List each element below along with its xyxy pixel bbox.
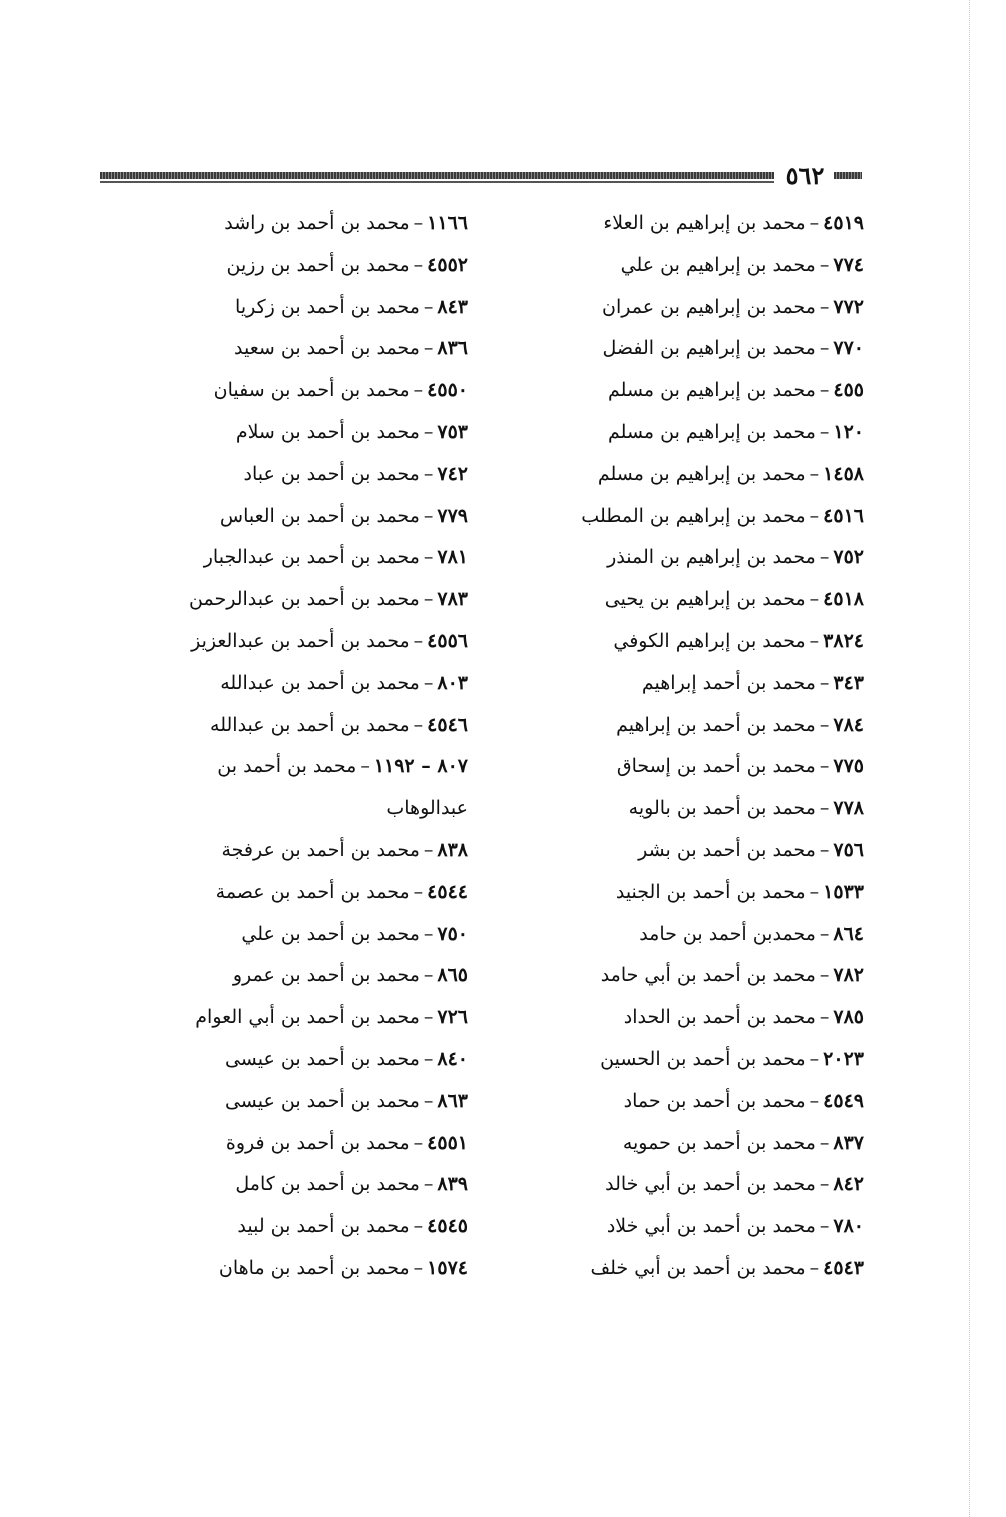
index-entry (544, 579, 864, 621)
index-entry (28, 287, 468, 329)
entry-dash: – (423, 964, 434, 987)
entry-dash: – (819, 713, 830, 736)
index-entry (28, 1248, 468, 1290)
entry-number: ٨٤٢ (833, 1173, 864, 1196)
entry-number: ٨٦٣ (437, 1089, 468, 1112)
index-entry (544, 1206, 864, 1248)
index-entry (28, 955, 468, 997)
entry-dash: – (819, 253, 830, 276)
entry-number: ١٥٧٤ (427, 1256, 468, 1279)
index-entry (28, 245, 468, 287)
index-entry (28, 705, 468, 747)
entry-dash: – (819, 379, 830, 402)
entry-name: محمد بن أحمد بن بشر (638, 838, 816, 861)
page-header (100, 163, 862, 191)
index-entry (28, 537, 468, 579)
entry-name: محمد بن أحمد بن ماهان (218, 1256, 410, 1279)
index-entry (544, 788, 864, 830)
entry-dash: – (423, 1089, 434, 1112)
index-entry (544, 328, 864, 370)
header-rule-thin (100, 181, 774, 183)
entry-number: ٨٠٣ (437, 671, 468, 694)
index-entry (544, 746, 864, 788)
entry-dash: – (809, 1256, 820, 1279)
entry-dash: – (819, 295, 830, 318)
entry-name: محمد بن إبراهيم بن مسلم (597, 462, 806, 485)
entry-name: محمد بن إبراهيم الكوفي (613, 629, 806, 652)
entry-number: ٤٥٥ (833, 379, 864, 402)
entry-number: ٤٥١٨ (823, 588, 864, 611)
index-entry (544, 621, 864, 663)
index-entry (544, 914, 864, 956)
entry-dash: – (413, 629, 424, 652)
entry-dash: – (809, 462, 820, 485)
index-entry (544, 287, 864, 329)
entry-name: محمد بن إبراهيم بن المطلب (581, 504, 806, 527)
entry-number: ٧٨٠ (833, 1215, 864, 1238)
entry-number: ٨٣٩ (437, 1173, 468, 1196)
entry-number: ٤٥٥٠ (427, 379, 468, 402)
entry-name: محمد بن أحمد بن (217, 755, 357, 778)
entry-dash: – (423, 462, 434, 485)
index-entry (544, 454, 864, 496)
entry-number: ٨٠٧ – ١١٩٢ (373, 755, 468, 778)
index-entry (28, 746, 468, 788)
entry-name: محمد بن إبراهيم بن مسلم (608, 420, 816, 443)
entry-number: ٨٤٠ (437, 1047, 468, 1070)
entry-number: ٣٨٢٤ (823, 629, 864, 652)
entry-dash: – (809, 1089, 820, 1112)
entry-number: ٤٥٤٦ (427, 713, 468, 736)
entry-number: ٣٤٣ (833, 671, 864, 694)
entry-number: ٧٧٤ (833, 253, 864, 276)
entry-name: محمد بن أحمد بن عبدالله (220, 671, 420, 694)
index-entry (544, 872, 864, 914)
header-rule (100, 172, 774, 179)
entry-dash: – (413, 1131, 424, 1154)
entry-number: ٧٨١ (437, 546, 468, 569)
entry-dash: – (423, 295, 434, 318)
page-edge-line (969, 0, 970, 1517)
entry-number: ١٢٠ (833, 420, 864, 443)
entry-dash: – (423, 922, 434, 945)
entry-number: ٢٠٢٣ (823, 1047, 864, 1070)
entry-name: محمد بن أحمد بن رزين (226, 253, 410, 276)
entry-dash: – (809, 1047, 820, 1070)
entry-name: محمد بن إبراهيم بن عمران (602, 295, 816, 318)
entry-name: محمد بن أحمد بن عبدالله (210, 713, 410, 736)
entry-number: ٤٥٥٦ (427, 629, 468, 652)
index-entry (28, 370, 468, 412)
entry-number: ٧٨٣ (437, 588, 468, 611)
entry-dash: – (809, 504, 820, 527)
entry-number: ٧٥٣ (437, 420, 468, 443)
entry-dash: – (819, 797, 830, 820)
entry-number: ٧٥٦ (833, 838, 864, 861)
entry-name: محمد بن أحمد بن أبي حامد (600, 964, 816, 987)
entry-name: محمد بن أحمد بن أبي العوام (195, 1006, 420, 1029)
index-entry (544, 1039, 864, 1081)
entry-number: ١١٦٦ (427, 212, 468, 234)
entry-name: محمد بن إبراهيم بن العلاء (603, 212, 806, 234)
index-entry (544, 496, 864, 538)
index-entry (28, 496, 468, 538)
entry-dash: – (423, 546, 434, 569)
entry-name: محمد بن إبراهيم بن يحيى (604, 588, 806, 611)
index-entry (544, 663, 864, 705)
entry-name: محمد بن أحمد بن إبراهيم (616, 713, 816, 736)
index-entry (28, 328, 468, 370)
index-entry (544, 1164, 864, 1206)
entry-name: محمد بن أحمد بن أبي خالد (605, 1173, 816, 1196)
index-entry (544, 1081, 864, 1123)
entry-dash: – (819, 1131, 830, 1154)
entry-name: محمد بن أحمد بن عبدالرحمن (189, 588, 420, 611)
entry-dash: – (819, 546, 830, 569)
entry-dash: – (413, 1256, 424, 1279)
index-entry (28, 872, 468, 914)
entry-dash: – (819, 922, 830, 945)
index-entry (544, 1248, 864, 1290)
entry-name: محمد بن إبراهيم بن علي (620, 253, 816, 276)
index-entry (28, 454, 468, 496)
entry-name: محمد بن أحمد بن عبدالعزيز (191, 629, 410, 652)
index-entry (544, 245, 864, 287)
entry-dash: – (423, 337, 434, 360)
index-column-left (28, 203, 468, 1290)
entry-dash: – (809, 212, 820, 234)
entry-name: محمد بن أحمد بن إسحاق (616, 755, 816, 778)
index-entry (544, 537, 864, 579)
index-entry (544, 203, 864, 245)
entry-dash: – (819, 755, 830, 778)
entry-number: ٧٤٢ (437, 462, 468, 485)
entry-number: ٨٦٥ (437, 964, 468, 987)
entry-dash: – (819, 671, 830, 694)
entry-dash: – (809, 629, 820, 652)
entry-number: ٧٧٢ (833, 295, 864, 318)
entry-name: محمد بن أحمد بن سعيد (234, 337, 420, 360)
index-entry (544, 412, 864, 454)
entry-name: محمد بن أحمد بن أبي خلاد (606, 1215, 816, 1238)
index-entry (28, 621, 468, 663)
entry-name: محمد بن أحمد بن فروة (225, 1131, 410, 1154)
index-column-right (544, 203, 864, 1290)
entry-number: ٧٢٦ (437, 1006, 468, 1029)
header-rule-right (834, 172, 862, 179)
entry-number: ٧٨٥ (833, 1006, 864, 1029)
entry-number: ٨٦٤ (833, 922, 864, 945)
entry-number: ٨٣٧ (833, 1131, 864, 1154)
entry-dash: – (819, 420, 830, 443)
entry-number: ٤٥٥٢ (427, 253, 468, 276)
entry-name: محمد بن أحمد بن حماد (623, 1089, 806, 1112)
entry-dash: – (423, 1173, 434, 1196)
entry-dash: – (809, 880, 820, 903)
entry-dash: – (819, 1006, 830, 1029)
entry-dash: – (819, 1215, 830, 1238)
index-entry (28, 1039, 468, 1081)
index-entry (28, 830, 468, 872)
entry-name: محمد بن أحمد بن عرفجة (221, 838, 420, 861)
entry-name: محمد بن أحمد بن سفيان (213, 379, 410, 402)
index-entry (28, 579, 468, 621)
index-entry (544, 370, 864, 412)
entry-number: ٧٥٢ (833, 546, 864, 569)
entry-name: محمد بن أحمد بن لبيد (237, 1215, 410, 1238)
entry-dash: – (423, 671, 434, 694)
entry-number: ٤٥٤٥ (427, 1215, 468, 1238)
entry-dash: – (413, 379, 424, 402)
entry-name: محمد بن أحمد بن بالويه (628, 797, 816, 820)
entry-number: ٧٧٥ (833, 755, 864, 778)
entry-dash: – (413, 1215, 424, 1238)
page-number: ٥٦٢ (785, 161, 825, 190)
entry-number: ٧٧٠ (833, 337, 864, 360)
entry-number: ٧٧٩ (437, 504, 468, 527)
entry-dash: – (413, 713, 424, 736)
index-entry (28, 914, 468, 956)
entry-number: ٤٥١٩ (823, 212, 864, 234)
entry-number: ٨٣٨ (437, 838, 468, 861)
entry-number: ٤٥١٦ (823, 504, 864, 527)
index-entry (544, 997, 864, 1039)
entry-dash: – (423, 420, 434, 443)
entry-dash: – (819, 337, 830, 360)
index-entry (28, 203, 468, 245)
entry-name: محمد بن أحمد بن زكريا (235, 295, 420, 318)
entry-name: محمد بن أحمد بن عصمة (215, 880, 410, 903)
entry-dash: – (423, 1047, 434, 1070)
index-entry (28, 1206, 468, 1248)
index-entry (28, 997, 468, 1039)
entry-name: محمد بن إبراهيم بن مسلم (608, 379, 816, 402)
index-entry (28, 412, 468, 454)
entry-dash: – (413, 253, 424, 276)
entry-name: محمد بن أحمد بن علي (241, 922, 420, 945)
index-entry (544, 830, 864, 872)
index-entry (544, 705, 864, 747)
index-entry (28, 1123, 468, 1165)
index-entry (28, 1164, 468, 1206)
entry-name: محمد بن أحمد بن كامل (235, 1173, 420, 1196)
entry-name: محمد بن أحمد بن الحسين (600, 1047, 806, 1070)
entry-name: محمد بن أحمد بن سلام (235, 420, 420, 443)
entry-number: ٧٥٠ (437, 922, 468, 945)
entry-number: ٨٣٦ (437, 337, 468, 360)
entry-name: محمد بن أحمد بن عيسى (224, 1047, 420, 1070)
entry-dash: – (413, 880, 424, 903)
entry-name: محمد بن أحمد بن حمويه (622, 1131, 816, 1154)
index-entry (544, 955, 864, 997)
entry-dash: – (809, 588, 820, 611)
entry-number: ٧٧٨ (833, 797, 864, 820)
entry-number: ٧٨٤ (833, 713, 864, 736)
entry-name: محمد بن أحمد بن أبي خلف (590, 1256, 806, 1279)
entry-name: محمد بن أحمد بن عبدالجبار (203, 546, 420, 569)
entry-dash: – (360, 755, 370, 778)
index-entry (28, 1081, 468, 1123)
entry-name: محمد بن أحمد بن العباس (219, 504, 420, 527)
entry-dash: – (423, 838, 434, 861)
entry-dash: – (819, 1173, 830, 1196)
entry-name: محمد بن أحمد بن عيسى (224, 1089, 420, 1112)
entry-number: ٨٤٣ (437, 295, 468, 318)
entry-name: محمد بن أحمد بن الحداد (623, 1006, 816, 1029)
index-entry (28, 663, 468, 705)
entry-dash: – (423, 1006, 434, 1029)
entry-dash: – (423, 504, 434, 527)
entry-number: ٤٥٤٤ (427, 880, 468, 903)
entry-number: ٤٥٥١ (427, 1131, 468, 1154)
entry-dash: – (819, 838, 830, 861)
entry-name: محمد بن أحمد بن راشد (224, 212, 410, 234)
entry-name: محمد بن أحمد إبراهيم (641, 671, 816, 694)
entry-name: محمد بن إبراهيم بن المنذر (607, 546, 816, 569)
entry-name: محمدبن أحمد بن حامد (639, 922, 816, 945)
entry-name: محمد بن إبراهيم بن الفضل (602, 337, 816, 360)
entry-name: محمد بن أحمد بن عمرو (232, 964, 420, 987)
entry-dash: – (413, 212, 424, 234)
entry-number: ٧٨٢ (833, 964, 864, 987)
entry-name: محمد بن أحمد بن عباد (243, 462, 420, 485)
entry-dash: – (819, 964, 830, 987)
entry-number: ٤٥٤٩ (823, 1089, 864, 1112)
index-entry (544, 1123, 864, 1165)
entry-name: محمد بن أحمد بن الجنيد (615, 880, 806, 903)
entry-continuation: عبدالوهاب (386, 797, 468, 820)
entry-dash: – (423, 588, 434, 611)
entry-number: ١٥٣٣ (823, 880, 864, 903)
entry-number: ٤٥٤٣ (823, 1256, 864, 1279)
entry-number: ١٤٥٨ (823, 462, 864, 485)
